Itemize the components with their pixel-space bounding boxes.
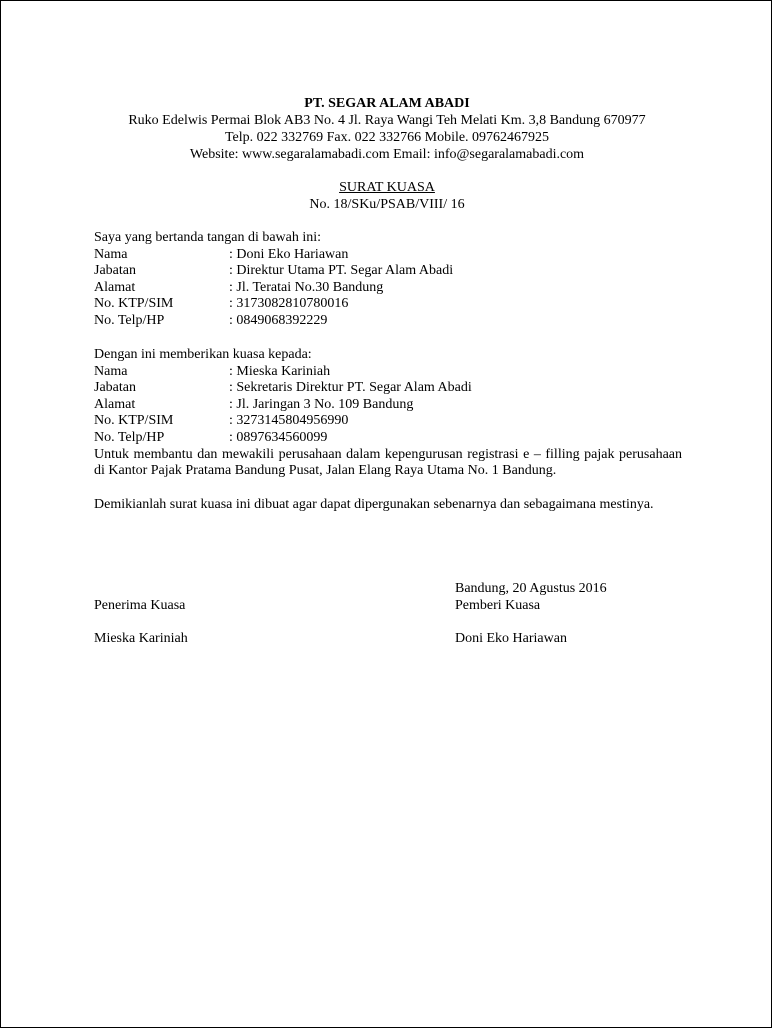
grantee-field (94, 380, 682, 397)
field-value: : Jl. Jaringan 3 No. 109 Bandung (229, 396, 414, 412)
field-label: Jabatan (94, 380, 136, 396)
grantee-section (94, 347, 682, 480)
field-value: : Mieska Kariniah (229, 363, 331, 379)
grantee-field (94, 364, 682, 381)
field-label: Jabatan (94, 263, 136, 279)
field-value: : 3173082810780016 (229, 296, 349, 312)
grantee-intro: Dengan ini memberikan kuasa kepada: (94, 347, 312, 362)
closing-paragraph: Demikianlah surat kuasa ini dibuat agar dapat dipergunakan sebenarnya dan sebagaimana mestinya. (94, 497, 654, 512)
grantor-intro: Saya yang bertanda tangan di bawah ini: (94, 230, 322, 245)
receiver-name: Mieska Kariniah (94, 631, 188, 646)
field-label: No. Telp/HP (94, 312, 165, 328)
letter-number: No. 18/SKu/PSAB/VIII/ 16 (309, 197, 465, 212)
grantee-field (94, 397, 682, 414)
field-label: Alamat (94, 396, 136, 412)
grantor-section (94, 230, 682, 330)
field-value: : Sekretaris Direktur PT. Segar Alam Abadi (229, 380, 472, 396)
field-value: : 0849068392229 (229, 312, 328, 328)
grantee-field (94, 430, 682, 447)
grantor-field (94, 296, 682, 313)
company-address: Ruko Edelwis Permai Blok AB3 No. 4 Jl. Raya Wangi Teh Melati Km. 3,8 Bandung 670977 (128, 113, 646, 128)
field-label: Nama (94, 363, 128, 379)
field-label: No. Telp/HP (94, 429, 165, 445)
grantor-field (94, 313, 682, 330)
receiver-title: Penerima Kuasa (94, 598, 186, 613)
field-value: : Direktur Utama PT. Segar Alam Abadi (229, 263, 454, 279)
company-name: PT. SEGAR ALAM ABADI (304, 96, 470, 111)
letter-title-wrap (1, 180, 772, 197)
letter-title: SURAT KUASA (339, 180, 435, 195)
company-contact: Telp. 022 332769 Fax. 022 332766 Mobile. 09762467925 (224, 130, 550, 145)
field-value: : 0897634560099 (229, 429, 328, 445)
place-date: Bandung, 20 Agustus 2016 (455, 581, 607, 596)
giver-name: Doni Eko Hariawan (455, 631, 567, 646)
giver-title: Pemberi Kuasa (455, 598, 541, 613)
field-label: No. KTP/SIM (94, 296, 174, 312)
field-label: No. KTP/SIM (94, 413, 174, 429)
grantee-field (94, 413, 682, 430)
field-value: : Doni Eko Hariawan (229, 246, 349, 262)
company-website: Website: www.segaralamabadi.com Email: info@segaralamabadi.com (189, 147, 585, 162)
purpose-paragraph: Untuk membantu dan mewakili perusahaan dalam kepengurusan registrasi e – filling pajak perusahaan di Kantor Pajak Pratama Bandung Pusat, Jalan Elang Raya Utama No. 1 Bandung. (94, 446, 682, 479)
grantor-field (94, 263, 682, 280)
field-value: : 3273145804956990 (229, 413, 349, 429)
grantor-field (94, 280, 682, 297)
field-label: Alamat (94, 279, 136, 295)
field-value: : Jl. Teratai No.30 Bandung (229, 279, 384, 295)
field-label: Nama (94, 246, 128, 262)
grantor-field (94, 247, 682, 264)
